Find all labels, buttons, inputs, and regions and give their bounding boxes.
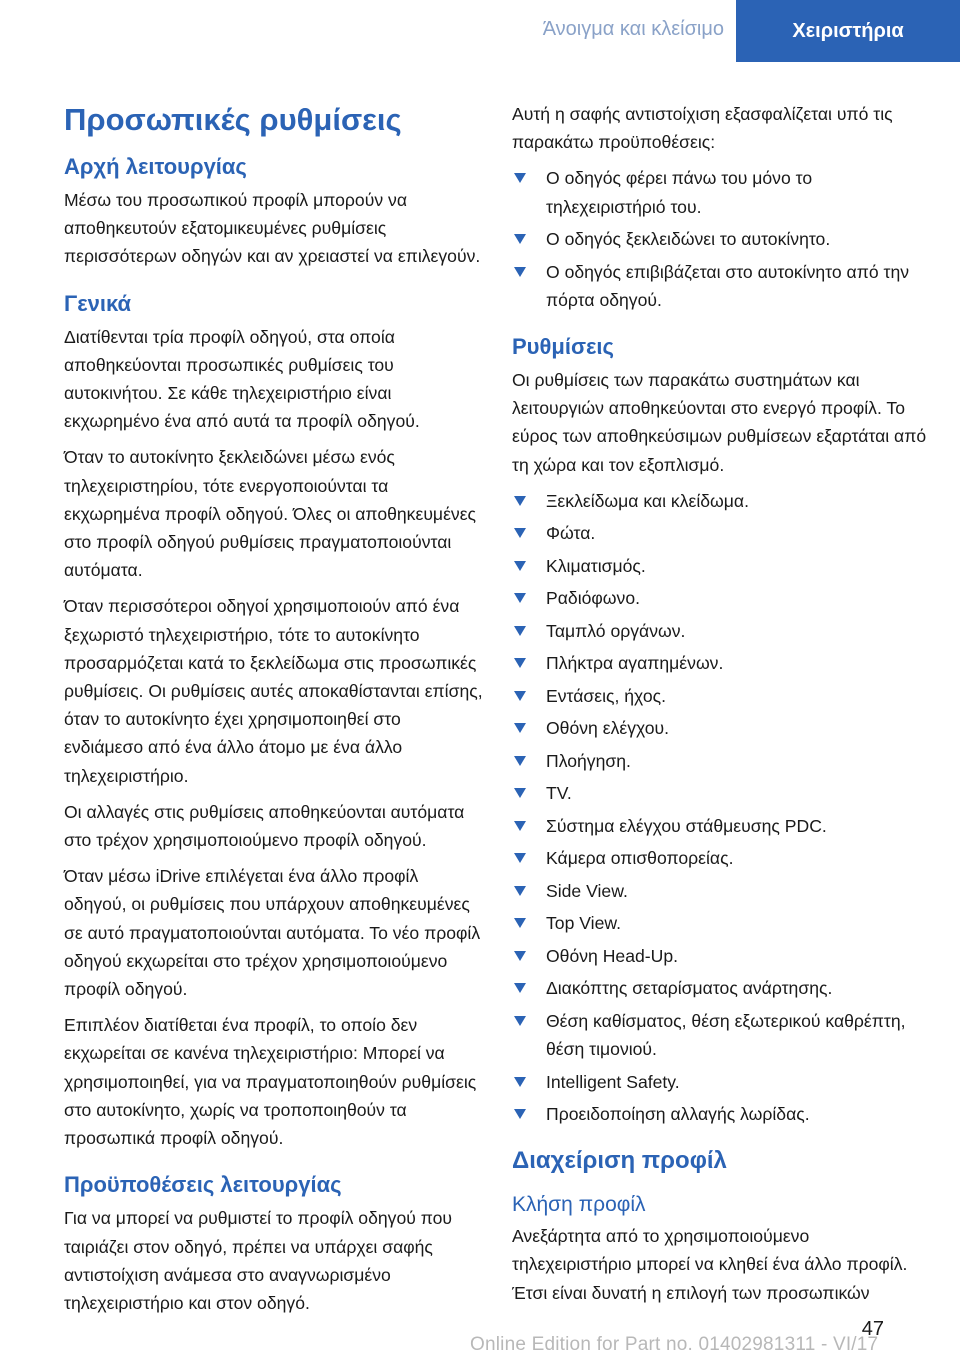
triangle-bullet-icon xyxy=(514,267,526,277)
page-title: Προσωπικές ρυθμίσεις xyxy=(64,102,402,137)
list-item: Διακόπτης σεταρίσματος ανάρτησης. xyxy=(512,974,932,1002)
list-item: Ο οδηγός επιβιβάζεται στο αυτοκίνητο από την πόρτα οδηγού. xyxy=(512,258,932,314)
paragraph: Όταν περισσότεροι οδηγοί χρησιμοποιούν από ένα ξεχωριστό τηλεχειριστήριο, τότε το αυτοκίνητο προσαρμόζεται κατά το ξεκλείδωμα στις προσωπικές ρυθμίσεις. Οι ρυθμίσεις αυτές αποκαθίστανται επίσης, όταν το αυτοκίνητο έχει χρησιμοποιηθεί στο ενδιάμεσο από ένα άλλο άτομο με ένα άλλο τηλεχειριστήριο. xyxy=(64,596,483,786)
list-item: Ταμπλό οργάνων. xyxy=(512,617,932,645)
paragraph: Οι ρυθμίσεις των παρακάτω συστημάτων και λειτουργιών αποθηκεύονται στο ενεργό προφίλ. Το εύρος των αποθηκεύσιμων ρυθμίσεων εξαρτάται από τη χώρα και τον εξοπλισμό. xyxy=(512,370,927,475)
paragraph: Ανεξάρτητα από το χρησιμοποιούμενο τηλεχειριστήριο μπορεί να κληθεί ένα άλλο προφίλ. Έτσι είναι δυνατή η επιλογή των προσωπικών xyxy=(512,1226,908,1303)
triangle-bullet-icon xyxy=(514,723,526,733)
triangle-bullet-icon xyxy=(514,1077,526,1087)
list-item: Side View. xyxy=(512,877,932,905)
paragraph: Επιπλέον διατίθεται ένα προφίλ, το οποίο δεν εκχωρείται σε κανένα τηλεχειριστήριο: Μπορεί να χρησιμοποιηθεί, για να πραγματοποιηθούν ρυθμίσεις στο αυτοκίνητο, χωρίς να τροποποιηθούν τα προσωπικά προφίλ οδηγού. xyxy=(64,1015,477,1149)
right-column xyxy=(512,100,932,1315)
list-item: Προειδοποίηση αλλαγής λωρίδας. xyxy=(512,1100,932,1128)
heading-settings: Ρυθμίσεις xyxy=(512,334,614,360)
list-item: TV. xyxy=(512,779,932,807)
triangle-bullet-icon xyxy=(514,788,526,798)
list-item: Κλιματισμός. xyxy=(512,552,932,580)
paragraph: Όταν το αυτοκίνητο ξεκλειδώνει μέσω ενός τηλεχειριστηρίου, τότε ενεργοποιούνται τα εκχωρημένα προφίλ οδηγού. Όλες οι αποθηκευμένες στο προφίλ οδηγού ρυθμίσεις πραγματοποιούνται αυτόματα. xyxy=(64,447,477,581)
heading-call-profile: Κλήση προφίλ xyxy=(512,1193,646,1217)
list-item: Οθόνη ελέγχου. xyxy=(512,714,932,742)
footer-edition: Online Edition for Part no. 01402981311 - VI/17 xyxy=(470,1334,879,1355)
triangle-bullet-icon xyxy=(514,983,526,993)
page-number: 47 xyxy=(861,1318,884,1340)
heading-prerequisites: Προϋποθέσεις λειτουργίας xyxy=(64,1172,342,1198)
list-item: Ξεκλείδωμα και κλείδωμα. xyxy=(512,487,932,515)
chapter-tab: Χειριστήρια xyxy=(736,0,960,62)
list-item: Πλήκτρα αγαπημένων. xyxy=(512,649,932,677)
heading-profile-management: Διαχείριση προφίλ xyxy=(512,1147,727,1175)
triangle-bullet-icon xyxy=(514,658,526,668)
list-item: Οθόνη Head-Up. xyxy=(512,942,932,970)
list-item: Ο οδηγός ξεκλειδώνει το αυτοκίνητο. xyxy=(512,225,932,253)
triangle-bullet-icon xyxy=(514,593,526,603)
paragraph: Για να μπορεί να ρυθμιστεί το προφίλ οδηγού που ταιριάζει στον οδηγό, πρέπει να υπάρχει σαφής αντιστοίχιση ανάμεσα στο αναγνωρισμένο τηλεχειριστήριο και στον οδηγό. xyxy=(64,1208,453,1313)
triangle-bullet-icon xyxy=(514,528,526,538)
triangle-bullet-icon xyxy=(514,234,526,244)
list-item: Top View. xyxy=(512,909,932,937)
triangle-bullet-icon xyxy=(514,626,526,636)
list-item: Εντάσεις, ήχος. xyxy=(512,682,932,710)
paragraph: Διατίθενται τρία προφίλ οδηγού, στα οποία αποθηκεύονται προσωπικές ρυθμίσεις του αυτοκινήτου. Σε κάθε τηλεχειριστήριο είναι εκχωρημένο ένα από αυτά τα προφίλ οδηγού. xyxy=(64,326,420,432)
heading-general: Γενικά xyxy=(64,290,132,316)
list-item: Intelligent Safety. xyxy=(512,1068,932,1096)
paragraph: Αυτή η σαφής αντιστοίχιση εξασφαλίζεται υπό τις παρακάτω προϋποθέσεις: xyxy=(512,104,893,153)
triangle-bullet-icon xyxy=(514,918,526,928)
list-item: Ο οδηγός φέρει πάνω του μόνο το τηλεχειριστήριό του. xyxy=(512,164,932,220)
paragraph: Οι αλλαγές στις ρυθμίσεις αποθηκεύονται αυτόματα στο τρέχον χρησιμοποιούμενο προφίλ οδηγού. xyxy=(64,801,465,851)
list-item: Φώτα. xyxy=(512,519,932,547)
triangle-bullet-icon xyxy=(514,951,526,961)
triangle-bullet-icon xyxy=(514,1109,526,1119)
section-title: Άνοιγμα και κλείσιμο xyxy=(542,18,724,40)
triangle-bullet-icon xyxy=(514,756,526,766)
list-item: Κάμερα οπισθοπορείας. xyxy=(512,844,932,872)
conditions-list xyxy=(512,164,932,314)
triangle-bullet-icon xyxy=(514,886,526,896)
heading-principle: Αρχή λειτουργίας xyxy=(64,154,247,179)
triangle-bullet-icon xyxy=(514,821,526,831)
paragraph: Μέσω του προσωπικού προφίλ μπορούν να αποθηκευτούν εξατομικευμένες ρυθμίσεις περισσότερων οδηγών και αν χρειαστεί να επιλεγούν. xyxy=(64,190,481,267)
list-item: Πλοήγηση. xyxy=(512,747,932,775)
list-item: Ραδιόφωνο. xyxy=(512,584,932,612)
triangle-bullet-icon xyxy=(514,853,526,863)
page-header xyxy=(0,0,960,62)
list-item: Σύστημα ελέγχου στάθμευσης PDC. xyxy=(512,812,932,840)
paragraph: Όταν μέσω iDrive επιλέγεται ένα άλλο προφίλ οδηγού, οι ρυθμίσεις που υπάρχουν αποθηκευμένες σε αυτό πραγματοποιούνται αυτόματα. Το νέο προφίλ οδηγού εκχωρείται στο τρέχον χρησιμοποιούμενο προφίλ οδηγού. xyxy=(64,866,481,1000)
list-item: Θέση καθίσματος, θέση εξωτερικού καθρέπτη, θέση τιμονιού. xyxy=(512,1007,932,1063)
triangle-bullet-icon xyxy=(514,1016,526,1026)
settings-list xyxy=(512,487,932,1128)
triangle-bullet-icon xyxy=(514,691,526,701)
triangle-bullet-icon xyxy=(514,173,526,183)
triangle-bullet-icon xyxy=(514,561,526,571)
triangle-bullet-icon xyxy=(514,496,526,506)
left-column xyxy=(64,100,484,1325)
